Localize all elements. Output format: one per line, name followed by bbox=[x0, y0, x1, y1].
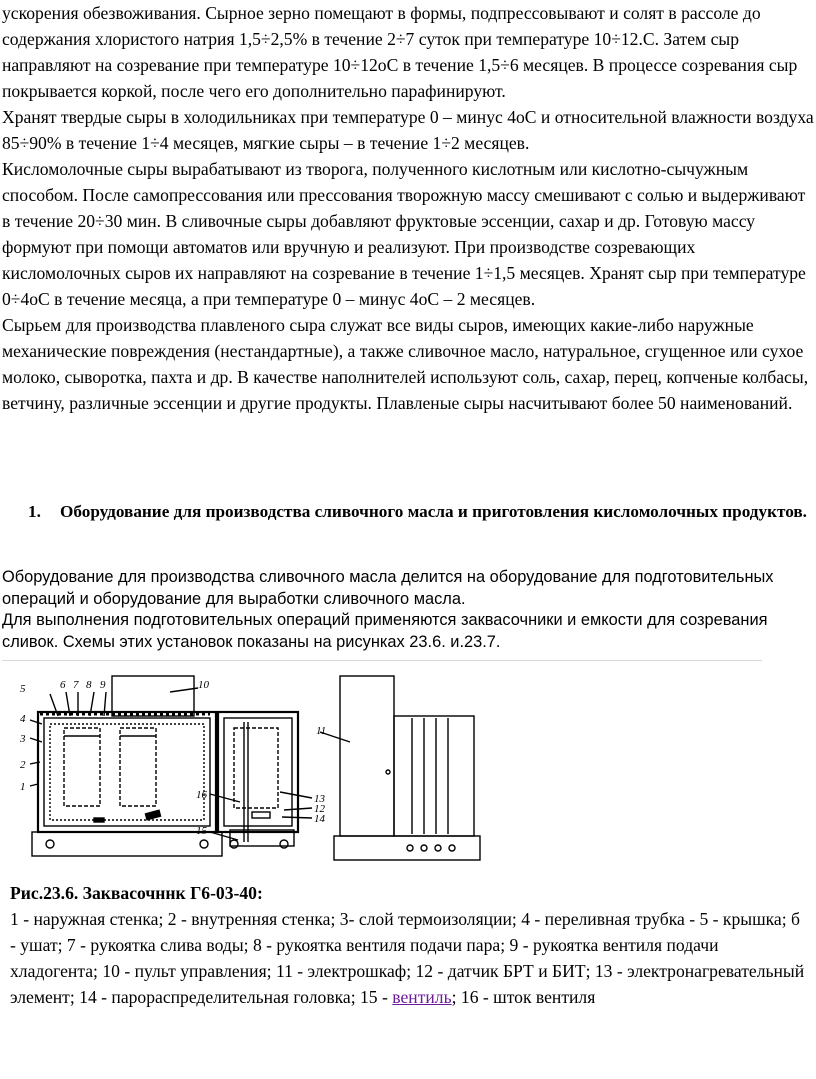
paragraph-preparatory-ops: Для выполнения подготовительных операций применяются заквасочники и емкости для созревания сливок. Схемы этих установок показаны на рисунках 23.6. и.23.7. bbox=[2, 611, 768, 651]
divider bbox=[2, 660, 762, 661]
heading-text: Оборудование для производства сливочного масла и приготовления кисломолочных продуктов. bbox=[60, 502, 807, 521]
fig-label-9: 9 bbox=[100, 679, 106, 691]
fig-label-5: 5 bbox=[20, 683, 26, 695]
fig-label-1: 1 bbox=[20, 781, 26, 793]
paragraph-equipment-division: Оборудование для производства сливочного масла делится на оборудование для подготовительных операций и оборудование для выработки сливочного масла. bbox=[2, 568, 774, 608]
caption-text: 1 - наружная стенка; 2 - внутренняя стенка; 3- слой термоизоляции; 4 - переливная трубка - 5 - крышка; б - ушат; 7 - рукоятка слива воды; 8 - рукоятка вентиля подачи пара; 9 - рукоятка вентиля подачи хладогента; 10 - пульт управления; 11 - электрошкаф; 12 - датчик БРТ и БИТ; 13 - электронагревательный элемент; 14 - парораспределительная головка; 15 - bbox=[10, 909, 805, 1007]
fig-label-7: 7 bbox=[73, 679, 79, 691]
paragraph-cheese-zerno: ускорения обезвоживания. Сырное зерно помещают в формы, подпрессовывают и солят в рассоле до содержания хлористого натрия 1,5÷2,5% в течение 2÷7 суток при температуре 10÷12.С. Затем сыр направляют на созревание при температуре 10÷12оС в течение 1,5÷6 месяцев. В процессе созревания сыр покрывается коркой, после чего его дополнительно парафинируют. bbox=[2, 3, 798, 101]
figure-caption bbox=[10, 880, 810, 1010]
paragraph-sour-milk-cheese: Кисломолочные сыры вырабатывают из творога, полученного кислотным или кислотно-сычужным способом. После самопрессования или прессования творожную массу смешивают с солью и выдерживают в течение 20÷30 мин. В сливочные сыры добавляют фруктовые эссенции, сахар и др. Готовую массу формуют при помощи автоматов или вручную и реализуют. При производстве созревающих кисломолочных сыров их направляют на созревание в течение 1÷1,5 месяцев. Хранят сыр при температуре 0÷4оС в течение месяца, а при температуре 0 – минус 4оС – 2 месяцев. bbox=[2, 159, 806, 309]
caption-legend bbox=[10, 906, 810, 1010]
fig-label-10: 10 bbox=[198, 679, 209, 691]
fig-label-14: 14 bbox=[314, 813, 325, 825]
caption-text-end: ; 16 - шток вентиля bbox=[451, 987, 596, 1007]
fig-label-8: 8 bbox=[86, 679, 92, 691]
paragraph-storage-hard: Хранят твердые сыры в холодильниках при температуре 0 – минус 4оС и относительной влажности воздуха 85÷90% в течение 1÷4 месяцев, мягкие сыры – в течение 1÷2 месяцев. bbox=[2, 107, 814, 153]
fig-label-4: 4 bbox=[20, 713, 26, 725]
fig-label-16: 16 bbox=[196, 789, 207, 801]
side-view bbox=[210, 712, 312, 848]
fig-label-2: 2 bbox=[20, 759, 26, 771]
fig-label-12: 12 bbox=[314, 803, 325, 815]
paragraph-processed-cheese: Сырьем для производства плавленого сыра служат все виды сыров, имеющих какие-либо наружные механические повреждения (нестандартные), а также сливочное масло, натуральное, сгущенное или сухое молоко, сыворотка, пахта и др. В качестве наполнителей используют соль, сахар, перец, копченые колбасы, ветчину, различные эссенции и другие продукты. Плавленые сыры насчитывают более 50 наименований. bbox=[2, 315, 809, 413]
figure-starter-culture-apparatus bbox=[20, 662, 490, 872]
valve-link[interactable]: вентиль bbox=[392, 987, 452, 1007]
intro-text bbox=[2, 0, 814, 416]
caption-title: Рис.23.6. Заквасочннк Г6-03-40: bbox=[10, 883, 263, 903]
section-heading bbox=[28, 500, 808, 524]
heading-number: 1. bbox=[28, 502, 41, 521]
section-text bbox=[2, 567, 814, 653]
fig-label-13: 13 bbox=[314, 793, 325, 805]
front-view bbox=[30, 676, 222, 856]
fig-label-11: 11 bbox=[316, 725, 327, 737]
cabinet-view bbox=[320, 676, 480, 860]
fig-label-15: 15 bbox=[196, 825, 207, 837]
fig-label-3: 3 bbox=[20, 733, 26, 745]
fig-label-6: 6 bbox=[60, 679, 66, 691]
